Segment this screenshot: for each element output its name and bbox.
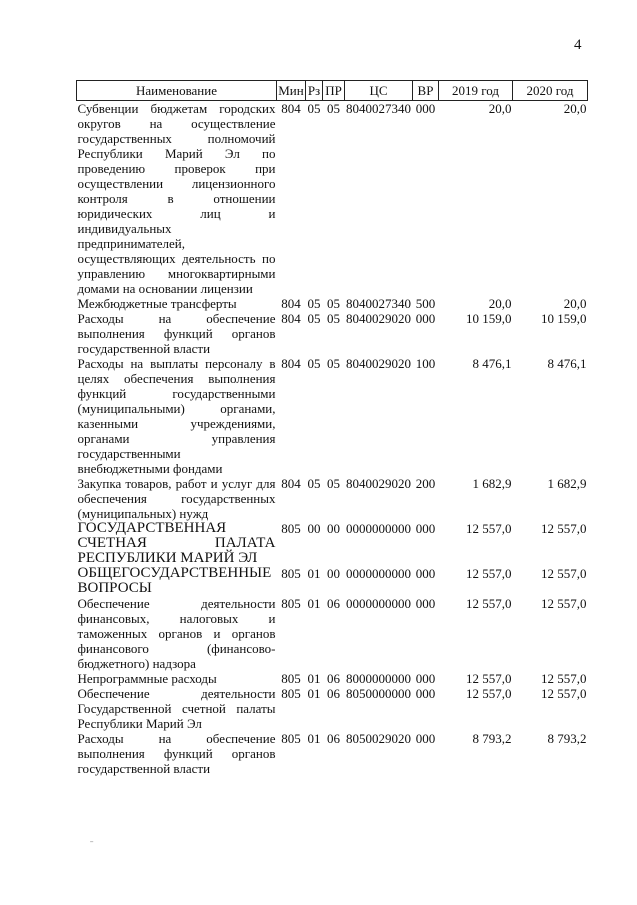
cell-pr: 06 xyxy=(327,686,340,701)
cell-rz: 01 xyxy=(307,686,321,701)
scan-speck: ˉ xyxy=(90,840,94,851)
cell-pr: 05 xyxy=(327,101,340,116)
cell-vr: 000 xyxy=(415,311,436,326)
cell-cs: 8040027340 xyxy=(346,296,411,311)
table-row xyxy=(77,686,588,731)
header-cs: ЦС xyxy=(345,81,413,101)
header-min: Мин xyxy=(277,81,306,101)
cell-vr: 000 xyxy=(415,686,436,701)
cell-min: 805 xyxy=(281,731,301,746)
table-row xyxy=(77,596,588,671)
cell-y2020: 12 557,0 xyxy=(541,671,587,686)
cell-name: Закупка товаров, работ и услуг для обеспечения государственных (муниципальных) нужд xyxy=(77,476,276,521)
cell-pr: 06 xyxy=(327,671,340,686)
cell-cs: 8040029020 xyxy=(346,476,411,491)
cell-vr: 000 xyxy=(415,566,436,581)
cell-y2020: 12 557,0 xyxy=(541,686,587,701)
cell-rz: 01 xyxy=(307,671,321,686)
table-body xyxy=(77,101,588,777)
cell-min: 804 xyxy=(281,311,301,326)
table-header-row xyxy=(77,81,588,101)
cell-y2020: 1 682,9 xyxy=(547,476,587,491)
cell-rz: 05 xyxy=(307,101,321,116)
cell-min: 804 xyxy=(281,101,301,116)
cell-pr: 05 xyxy=(327,296,340,311)
cell-vr: 100 xyxy=(415,356,436,371)
cell-y2019: 12 557,0 xyxy=(466,566,512,581)
cell-cs: 8000000000 xyxy=(346,671,411,686)
cell-rz: 05 xyxy=(307,296,321,311)
cell-cs: 8040029020 xyxy=(346,311,411,326)
table-row xyxy=(77,101,588,297)
cell-min: 805 xyxy=(281,671,301,686)
cell-y2019: 12 557,0 xyxy=(466,686,512,701)
cell-pr: 05 xyxy=(327,311,340,326)
table-row xyxy=(77,521,588,566)
cell-cs: 8050000000 xyxy=(346,686,411,701)
cell-rz: 01 xyxy=(307,566,321,581)
cell-rz: 00 xyxy=(307,521,321,536)
cell-cs: 0000000000 xyxy=(346,566,411,581)
cell-pr: 05 xyxy=(327,476,340,491)
cell-min: 804 xyxy=(281,476,301,491)
cell-cs: 0000000000 xyxy=(346,521,411,536)
cell-rz: 01 xyxy=(307,596,321,611)
cell-y2020: 10 159,0 xyxy=(541,311,587,326)
cell-pr: 05 xyxy=(327,356,340,371)
header-2019: 2019 год xyxy=(439,81,513,101)
cell-y2020: 8 476,1 xyxy=(547,356,587,371)
table-row xyxy=(77,296,588,311)
cell-cs: 8050029020 xyxy=(346,731,411,746)
cell-cs: 8040029020 xyxy=(346,356,411,371)
table-row xyxy=(77,671,588,686)
table-row xyxy=(77,356,588,476)
header-vr: ВР xyxy=(413,81,439,101)
cell-vr: 000 xyxy=(415,521,436,536)
cell-y2019: 8 476,1 xyxy=(472,356,512,371)
cell-y2020: 20,0 xyxy=(563,101,587,116)
cell-min: 805 xyxy=(281,521,301,536)
cell-pr: 00 xyxy=(327,521,340,536)
cell-y2019: 12 557,0 xyxy=(466,671,512,686)
cell-name: Расходы на обеспечение выполнения функций органов государственной власти xyxy=(77,311,276,356)
cell-vr: 200 xyxy=(415,476,436,491)
cell-rz: 05 xyxy=(307,356,321,371)
cell-min: 805 xyxy=(281,596,301,611)
cell-y2020: 12 557,0 xyxy=(541,521,587,536)
header-pr: ПР xyxy=(323,81,345,101)
cell-y2019: 8 793,2 xyxy=(472,731,512,746)
cell-name: ГОСУДАРСТВЕННАЯ СЧЕТНАЯ ПАЛАТА РЕСПУБЛИКИ МАРИЙ ЭЛ xyxy=(77,520,276,566)
table-row xyxy=(77,476,588,521)
cell-cs: 0000000000 xyxy=(346,596,411,611)
budget-table xyxy=(76,80,588,776)
cell-name: Межбюджетные трансферты xyxy=(77,296,237,311)
cell-y2019: 20,0 xyxy=(488,101,512,116)
cell-name: Субвенции бюджетам городских округов на осуществление государственных полномочий Республики Марий Эл по проведению проверок при осуществлении лицензионного контроля в отношении юридических лиц и индивидуальных предпринимателей, осуществляющих деятельность по управлению многоквартирными домами на основании лицензии xyxy=(77,101,276,296)
cell-y2020: 12 557,0 xyxy=(541,596,587,611)
cell-name: ОБЩЕГОСУДАРСТВЕННЫЕ ВОПРОСЫ xyxy=(77,565,272,596)
cell-vr: 000 xyxy=(415,101,436,116)
cell-vr: 000 xyxy=(415,596,436,611)
cell-vr: 000 xyxy=(415,731,436,746)
cell-y2019: 12 557,0 xyxy=(466,521,512,536)
page-number: 4 xyxy=(574,37,582,53)
cell-y2020: 12 557,0 xyxy=(541,566,587,581)
cell-rz: 05 xyxy=(307,311,321,326)
cell-min: 804 xyxy=(281,296,301,311)
cell-y2020: 20,0 xyxy=(563,296,587,311)
cell-name: Обеспечение деятельности финансовых, налоговых и таможенных органов и органов финансового (финансово-бюджетного) надзора xyxy=(77,596,276,671)
cell-y2019: 10 159,0 xyxy=(466,311,512,326)
cell-y2019: 20,0 xyxy=(488,296,512,311)
cell-name: Непрограммные расходы xyxy=(77,671,217,686)
table-row xyxy=(77,566,588,596)
cell-rz: 01 xyxy=(307,731,321,746)
cell-min: 805 xyxy=(281,566,301,581)
cell-name: Обеспечение деятельности Государственной счетной палаты Республики Марий Эл xyxy=(77,686,276,731)
cell-pr: 06 xyxy=(327,731,340,746)
cell-name: Расходы на выплаты персоналу в целях обеспечения выполнения функций государственными (муниципальными) органами, казенными учреждениями, органами управления государственными внебюджетными фондами xyxy=(77,356,276,476)
header-2020: 2020 год xyxy=(513,81,588,101)
cell-name: Расходы на обеспечение выполнения функций органов государственной власти xyxy=(77,731,276,776)
cell-y2019: 12 557,0 xyxy=(466,596,512,611)
cell-vr: 000 xyxy=(415,671,436,686)
cell-y2020: 8 793,2 xyxy=(547,731,587,746)
cell-y2019: 1 682,9 xyxy=(472,476,512,491)
cell-cs: 8040027340 xyxy=(346,101,411,116)
header-name: Наименование xyxy=(77,81,277,101)
table-row xyxy=(77,731,588,776)
table-row xyxy=(77,311,588,356)
cell-min: 804 xyxy=(281,356,301,371)
cell-vr: 500 xyxy=(415,296,436,311)
cell-pr: 06 xyxy=(327,596,340,611)
cell-rz: 05 xyxy=(307,476,321,491)
cell-min: 805 xyxy=(281,686,301,701)
cell-pr: 00 xyxy=(327,566,340,581)
header-rz: Рз xyxy=(306,81,323,101)
